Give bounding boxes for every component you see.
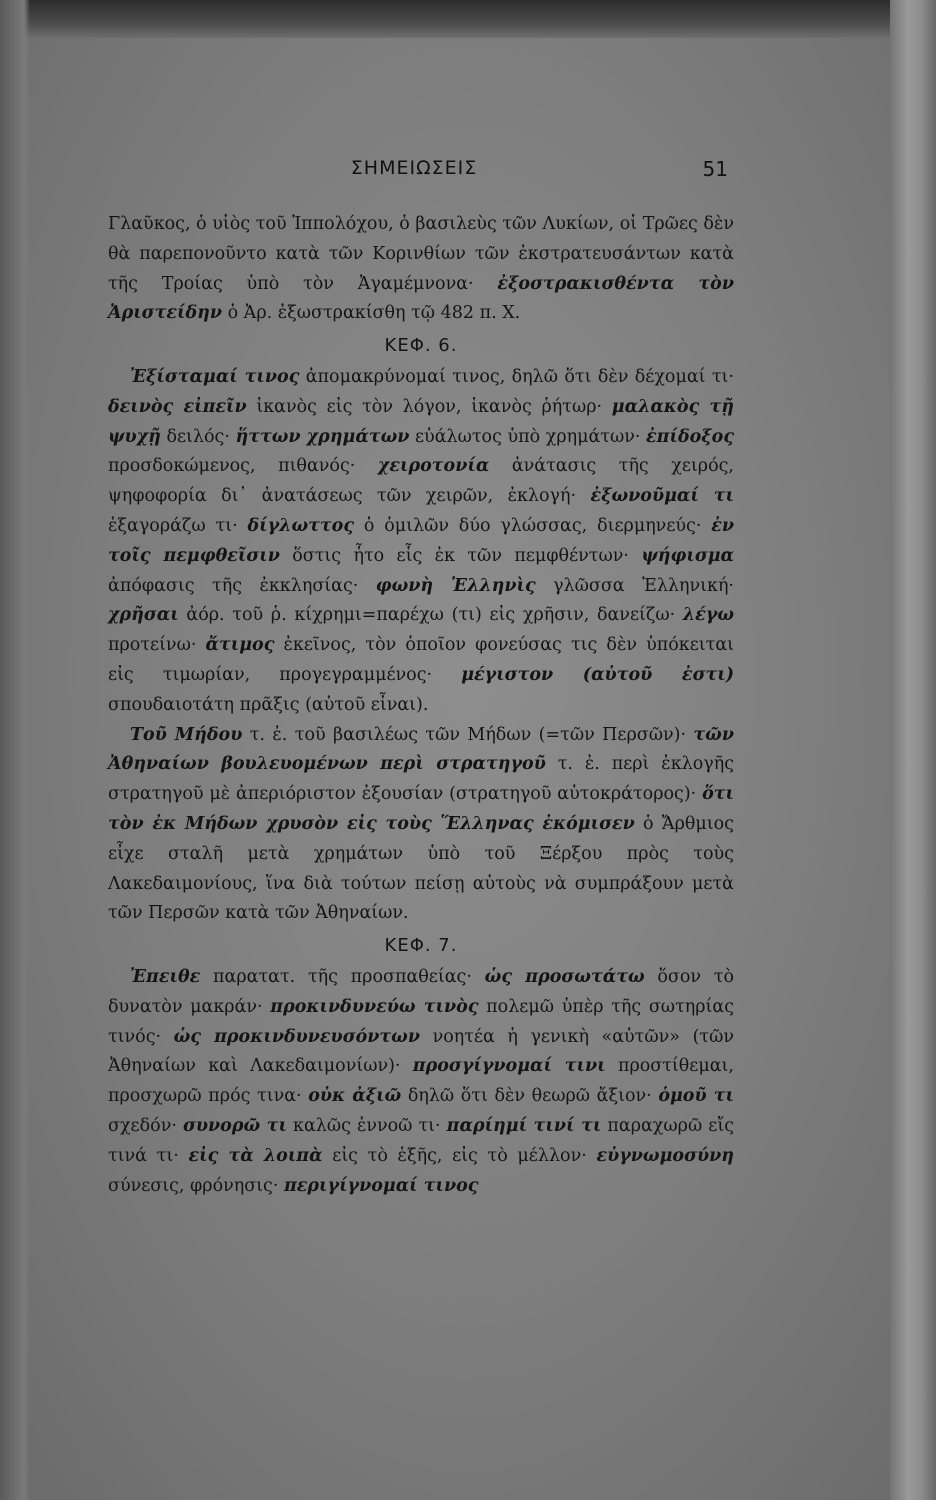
lemma-term: προσγίγνομαί τινι [412,1056,606,1077]
gloss-text: ἀπομακρύνομαί τινος, δηλῶ ὅτι δὲν δέχομαί τι· [299,366,734,387]
page-edge-right [890,0,936,1500]
gloss-text: ἀνάτασις τῆς χειρός, ψηφοφορία δι᾽ ἀνατάσεως τῶν χειρῶν, ἐκλογή· [108,456,734,507]
lemma-term: εἰς τὰ λοιπὰ [188,1145,323,1166]
gloss-text: παρατατ. τῆς προσπαθείας· [200,966,485,987]
lemma-term: περιγίγνομαί τινος [283,1175,479,1196]
chapter-heading: ΚΕΦ. 6. [384,335,458,357]
gloss-text: ἐξαγοράζω τι· [108,515,248,536]
gloss-text: τ. ἐ. περὶ ἐκλογῆς στρατηγοῦ μὲ ἀπεριόριστον ἐξουσίαν (στρατηγοῦ αὐτοκράτορος)· [108,754,735,805]
chapter-heading: ΚΕΦ. 7. [384,935,458,957]
lemma-term: δίγλωττος [247,515,354,536]
running-head: ΣΗΜΕΙΩΣΕΙΣ [350,157,478,179]
gloss-text: ἱκανὸς εἰς τὸν λόγον, ἱκανὸς ῥήτωρ· [246,396,612,417]
lemma-term: Ἐξίσταμαί τινος [130,366,300,387]
lemma-term: λέγω [682,605,734,626]
lemma-term: μαλακὸς τῇ ψυχῇ [108,396,734,447]
lemma-term: προκινδυνεύω τινὸς [270,996,479,1017]
page-number: 51 [702,157,728,181]
lemma-term: ἐν τοῖς πεμφθεῖσιν [108,515,735,566]
lemma-term: ὡς προκινδυνευσόντων [173,1026,420,1047]
lemma-term: ὡς προσωτάτω [484,966,645,987]
gloss-text: καλῶς ἐννοῶ τι· [286,1115,447,1136]
gloss-text: ὅστις ἦτο εἷς ἐκ τῶν πεμφθέντων· [279,545,642,566]
gloss-text: προτείνω· [108,635,206,656]
lemma-term: Τοῦ Μήδου [130,724,243,745]
lemma-term: τῶν Ἀθηναίων βουλευομένων περὶ στρατηγοῦ [108,724,734,775]
gloss-text: ὅσον τὸ δυνατὸν μακράν· [108,966,735,1017]
gloss-text: ἀπόφασις τῆς ἐκκλησίας· [108,575,376,596]
gloss-text: σύνεσις, φρόνησις· [108,1175,284,1196]
gloss-text: πολεμῶ ὑπὲρ τῆς σωτηρίας τινός· [108,996,735,1047]
lemma-term: μέγιστον (αὐτοῦ ἐστι) [461,664,734,685]
lemma-term: Ἐπειθε [130,966,201,987]
gloss-text: εἰς τὸ ἑξῆς, εἰς τὸ μέλλον· [322,1145,597,1166]
gloss-text: τ. ἐ. τοῦ βασιλέως τῶν Μήδων (=τῶν Περσῶν)· [242,724,694,745]
lemma-term: ὁμοῦ τι [658,1086,734,1107]
note-paragraph [108,363,734,721]
note-paragraph [108,963,734,1201]
gloss-text: ὁ Ἄρθμιος εἶχε σταλῆ μετὰ χρημάτων ὑπὸ τοῦ Ξέρξου πρὸς τοὺς Λακεδαιμονίους, ἵνα διὰ τούτων πείσῃ αὐτοὺς νὰ συμπράξουν μετὰ τῶν Περσῶν κατὰ τῶν Ἀθηναίων. [108,813,734,924]
lemma-term: συνορῶ τι [182,1115,287,1136]
gloss-text: σχεδόν· [108,1115,183,1136]
lemma-term: ὅτι τὸν ἐκ Μήδων χρυσὸν εἰς τοὺς Ἕλληνας ἐκόμισεν [108,784,734,834]
page-header [100,157,728,191]
lemma-term: ψήφισμα [641,545,735,566]
gloss-text: Γλαῦκος, ὁ υἱὸς τοῦ Ἱππολόχου, ὁ βασιλεὺς τῶν Λυκίων, οἱ Τρῶες δὲν θὰ παρεπονοῦντο κατὰ τῶν Κορινθίων τῶν ἐκστρατευσάντων κατὰ τῆς Τροίας ὑπὸ τὸν Ἀγαμέμνονα· [108,214,734,294]
lemma-term: χρῆσαι [108,605,179,626]
lemma-term: ἄτιμος [205,635,275,656]
page-body [108,210,734,1201]
lemma-term: ἐξοστρακισθέντα τὸν Ἀριστείδην [108,273,734,324]
gloss-text: προστίθεμαι, προσχωρῶ πρός τινα· [108,1056,734,1107]
gloss-text: νοητέα ἡ γενικὴ «αὐτῶν» (τῶν Ἀθηναίων καὶ Λακεδαιμονίων)· [108,1026,734,1077]
page-edge-left [0,0,30,1500]
gloss-text: ἀόρ. τοῦ ῥ. κίχρημι=παρέχω (τι) εἰς χρῆσιν, δανείζω· [178,605,683,626]
lemma-term: εὐγνωμοσύνη [596,1145,734,1166]
note-paragraph [108,721,734,930]
gloss-text: παραχωρῶ εἴς τινά τι· [108,1115,735,1166]
lemma-term: οὐκ ἀξιῶ [308,1086,402,1107]
gloss-text: ἐκεῖνος, τὸν ὁποῖον φονεύσας τις δὲν ὑπόκειται εἰς τιμωρίαν, προγεγραμμένος· [108,635,734,685]
gloss-text: προσδοκώμενος, πιθανός· [108,456,378,477]
gloss-text: ὁ ὁμιλῶν δύο γλώσσας, διερμηνεύς· [354,515,712,536]
lemma-term: χειροτονία [377,456,490,477]
page-edge-top [0,0,936,38]
gloss-text: ὁ Ἀρ. ἐξωστρακίσθη τῷ 482 π. Χ. [222,303,521,324]
lemma-term: παρίημί τινί τι [446,1115,602,1136]
gloss-text: εὐάλωτος ὑπὸ χρημάτων· [409,426,647,447]
note-paragraph [108,210,734,329]
lemma-term: δεινὸς εἰπεῖν [108,396,247,417]
lemma-term: ἐπίδοξος [646,426,734,447]
gloss-text: σπουδαιοτάτη πρᾶξις (αὐτοῦ εἶναι). [108,694,429,715]
gloss-text: γλῶσσα Ἑλληνική· [535,575,734,596]
gloss-text: δηλῶ ὅτι δὲν θεωρῶ ἄξιον· [401,1086,659,1107]
lemma-term: φωνὴ Ἑλληνὶς [375,575,536,596]
gloss-text: δειλός· [160,426,236,447]
lemma-term: ἥττων χρημάτων [235,426,410,447]
lemma-term: ἐξωνοῦμαί τι [590,486,735,507]
